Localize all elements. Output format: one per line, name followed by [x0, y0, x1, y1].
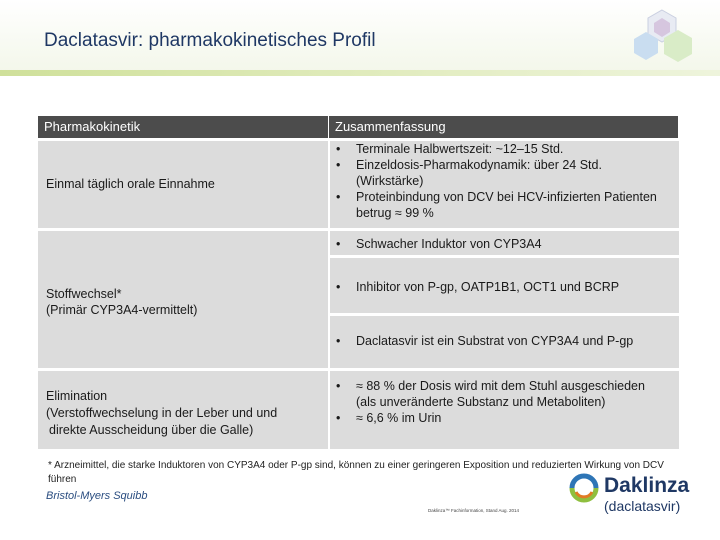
row2b-right-cell	[330, 258, 679, 313]
row3-right-cell	[330, 371, 679, 449]
row3-left-label-line1: Elimination	[46, 389, 108, 403]
row2a-right-cell	[330, 231, 679, 255]
row3-left-label-line3: direkte Ausscheidung über die Galle)	[49, 423, 254, 437]
list-item: • Daclatasvir ist ein Substrat von CYP3A4 und P-gp	[330, 333, 660, 349]
brand-subtitle: (daclatasvir)	[604, 498, 681, 514]
list-item: • ≈ 6,6 % im Urin	[330, 410, 660, 426]
corner-logo-icon	[628, 8, 698, 70]
list-item: • Einzeldosis-Pharmakodynamik: über 24 Std. (Wirkstärke)	[330, 157, 660, 189]
row1-left-label: Einmal täglich orale Einnahme	[46, 177, 215, 191]
list-item: • Proteinbindung von DCV bei HCV-infizierten Patienten betrug ≈ 99 %	[330, 189, 660, 221]
row2-left-label-line1: Stoffwechsel*	[46, 287, 122, 301]
row3-left-cell	[38, 371, 328, 449]
row2-left-cell	[38, 231, 328, 368]
list-item: • ≈ 88 % der Dosis wird mit dem Stuhl ausgeschieden (als unveränderte Substanz und Metaboliten)	[330, 378, 660, 410]
table-header-pharmakokinetik: Pharmakokinetik	[38, 116, 328, 138]
bms-logo: Bristol-Myers Squibb	[46, 490, 148, 502]
list-item: • Inhibitor von P-gp, OATP1B1, OCT1 und BCRP	[330, 279, 660, 295]
row2c-right-cell	[330, 316, 679, 368]
footnote: * Arzneimittel, die starke Induktoren von CYP3A4 oder P-gp sind, können zu einer geringeren Exposition und reduzierten Wirkung von DCV führen	[48, 460, 664, 485]
list-item: • Terminale Halbwertszeit: ~12–15 Std.	[330, 141, 660, 157]
row1-right-cell	[330, 141, 679, 228]
daklinza-logo-icon	[566, 470, 602, 506]
brand-name: Daklinza	[604, 474, 690, 497]
list-item: • Schwacher Induktor von CYP3A4	[330, 236, 660, 252]
copyright: Daklinza™ Fachinformation, Stand Aug. 2014	[428, 508, 520, 513]
table-header-zusammenfassung: Zusammenfassung	[329, 116, 678, 138]
row2-left-label-line2: (Primär CYP3A4-vermittelt)	[46, 303, 198, 317]
header-divider	[0, 70, 720, 76]
slide-title: Daclatasvir: pharmakokinetisches Profil	[44, 30, 376, 51]
row1-bullet-list	[330, 141, 660, 221]
row1-left-cell	[38, 141, 328, 228]
row3-bullet-list	[330, 378, 660, 426]
row3-left-label-line2: (Verstoffwechselung in der Leber und und	[46, 406, 278, 420]
